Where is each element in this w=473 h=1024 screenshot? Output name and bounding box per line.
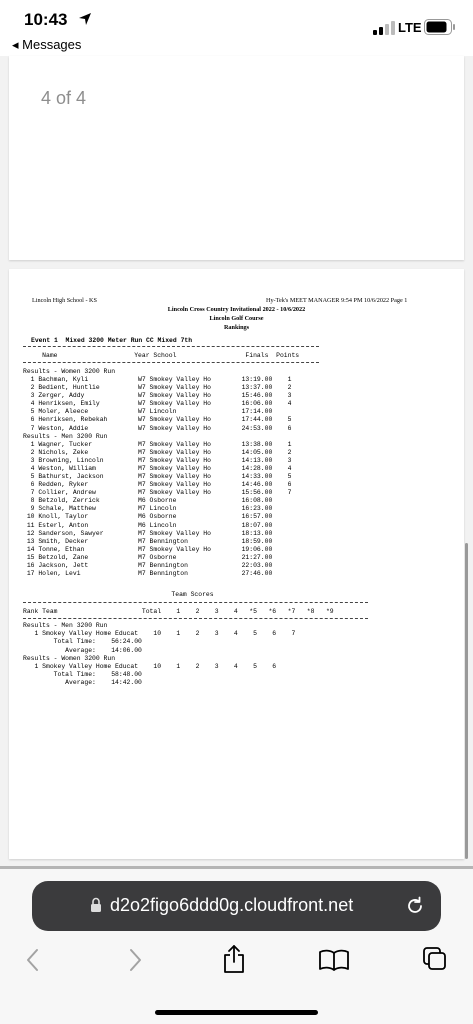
team-scores-title: Team Scores <box>171 591 214 598</box>
back-chevron-icon[interactable] <box>25 948 41 972</box>
pdf-page-previous <box>9 56 464 260</box>
divider <box>23 618 368 619</box>
report-header-left: Lincoln High School - KS <box>32 297 97 304</box>
result-line: 12 Sanderson, Sawyer M7 Smokey Valley Ho 18:13.00 <box>23 529 273 537</box>
result-line: 8 Betzold, Zerrick M6 Osborne 16:08.00 <box>23 497 273 505</box>
result-line: 5 Moler, Aleece W7 Lincoln 17:14.00 <box>23 408 273 416</box>
forward-chevron-icon[interactable] <box>127 948 143 972</box>
result-line: 15 Betzold, Zane M7 Osborne 21:27.00 <box>23 553 273 561</box>
location-arrow-icon <box>78 12 92 26</box>
team-score-line: Average: 14:42.00 <box>23 679 142 687</box>
status-time: 10:43 <box>24 10 68 29</box>
result-line: 7 Weston, Addie W7 Smokey Valley Ho 24:53.00 6 <box>23 424 292 432</box>
team-score-line: Average: 14:06.00 <box>23 646 142 654</box>
result-line: 17 Holen, Levi M7 Bennington 27:46.00 <box>23 570 273 577</box>
team-score-line: 1 Smokey Valley Home Educat 10 1 2 3 4 5 6 <box>23 663 277 670</box>
result-line: 10 Knoll, Taylor M6 Osborne 16:57.00 <box>23 513 273 521</box>
result-line: 5 Bathurst, Jackson M7 Smokey Valley Ho 14:33.00 5 <box>23 473 292 481</box>
result-line: 4 Weston, William M7 Smokey Valley Ho 14:28.00 4 <box>23 464 292 472</box>
share-icon[interactable] <box>222 944 246 974</box>
result-line: 16 Jackson, Jett M7 Bennington 22:03.00 <box>23 561 273 569</box>
lock-icon <box>90 897 102 913</box>
event-title: Event 1 Mixed 3200 Meter Run CC Mixed 7th <box>31 337 193 344</box>
result-line: 1 Wagner, Tucker M7 Smokey Valley Ho 13:38.00 1 <box>23 440 292 448</box>
signal-icon <box>371 21 399 35</box>
result-line: 14 Tonne, Ethan M7 Smokey Valley Ho 19:06.00 <box>23 545 273 553</box>
team-score-line: Results - Men 3200 Run <box>23 622 108 629</box>
report-title: Lincoln Cross Country Invitational 2022 - 10/6/2022 <box>167 306 306 313</box>
report-header-right: Hy-Tek's MEET MANAGER 9:54 PM 10/6/2022 Page 1 <box>266 297 408 304</box>
results-column-headers: Name Year School Finals Points <box>23 352 300 359</box>
team-score-line: Total Time: 58:48.00 <box>23 671 142 679</box>
pdf-page <box>9 269 464 859</box>
result-line: 2 Bedient, Huntlie W7 Smokey Valley Ho 13:37.00 2 <box>23 384 292 392</box>
result-line: 3 Zerger, Addy W7 Smokey Valley Ho 15:46.00 3 <box>23 392 292 400</box>
result-line: 11 Esterl, Anton M6 Lincoln 18:07.00 <box>23 521 273 529</box>
result-line: 9 Schale, Matthew M7 Lincoln 16:23.00 <box>23 505 273 513</box>
divider <box>23 346 319 347</box>
team-column-headers: Rank Team Total 1 2 3 4 *5 *6 *7 *8 *9 <box>23 608 334 615</box>
report-subtitle: Rankings <box>223 324 250 331</box>
divider <box>23 602 368 603</box>
tabs-icon[interactable] <box>422 946 448 972</box>
divider <box>23 362 319 363</box>
report-venue: Lincoln Golf Course <box>209 315 264 322</box>
result-line: 6 Redden, Ryker M7 Smokey Valley Ho 14:46.00 6 <box>23 481 292 489</box>
book-icon[interactable] <box>318 949 350 971</box>
result-line: Results - Men 3200 Run <box>23 432 108 440</box>
battery-icon <box>424 19 456 35</box>
result-line: 3 Browning, Lincoln M7 Smokey Valley Ho 14:13.00 3 <box>23 456 292 464</box>
result-line: 1 Bachman, Kyli W7 Smokey Valley Ho 13:19.00 1 <box>23 376 292 384</box>
team-score-line: 1 Smokey Valley Home Educat 10 1 2 3 4 5 6 7 <box>23 630 296 638</box>
team-score-line: Total Time: 56:24.00 <box>23 638 142 646</box>
scrollbar[interactable] <box>465 543 468 859</box>
result-line: 6 Henriksen, Rebekah W7 Smokey Valley Ho 17:44.00 5 <box>23 416 292 424</box>
home-indicator <box>155 1010 318 1015</box>
result-line: 13 Smith, Decker M7 Bennington 18:59.00 <box>23 537 273 545</box>
result-line: Results - Women 3200 Run <box>23 368 116 375</box>
result-line: 2 Nichols, Zeke M7 Smokey Valley Ho 14:05.00 2 <box>23 448 292 456</box>
result-line: 7 Collier, Andrew M7 Smokey Valley Ho 15:56.00 7 <box>23 489 292 497</box>
result-line: 4 Henriksen, Emily W7 Smokey Valley Ho 16:06.00 4 <box>23 400 292 408</box>
back-to-messages-link[interactable]: ◂ Messages <box>12 37 82 52</box>
page-counter: 4 of 4 <box>41 88 87 108</box>
network-label: LTE <box>398 20 422 35</box>
team-score-line: Results - Women 3200 Run <box>23 654 116 662</box>
reload-icon[interactable] <box>405 896 425 916</box>
url-text[interactable]: d2o2figo6ddd0g.cloudfront.net <box>110 895 354 915</box>
